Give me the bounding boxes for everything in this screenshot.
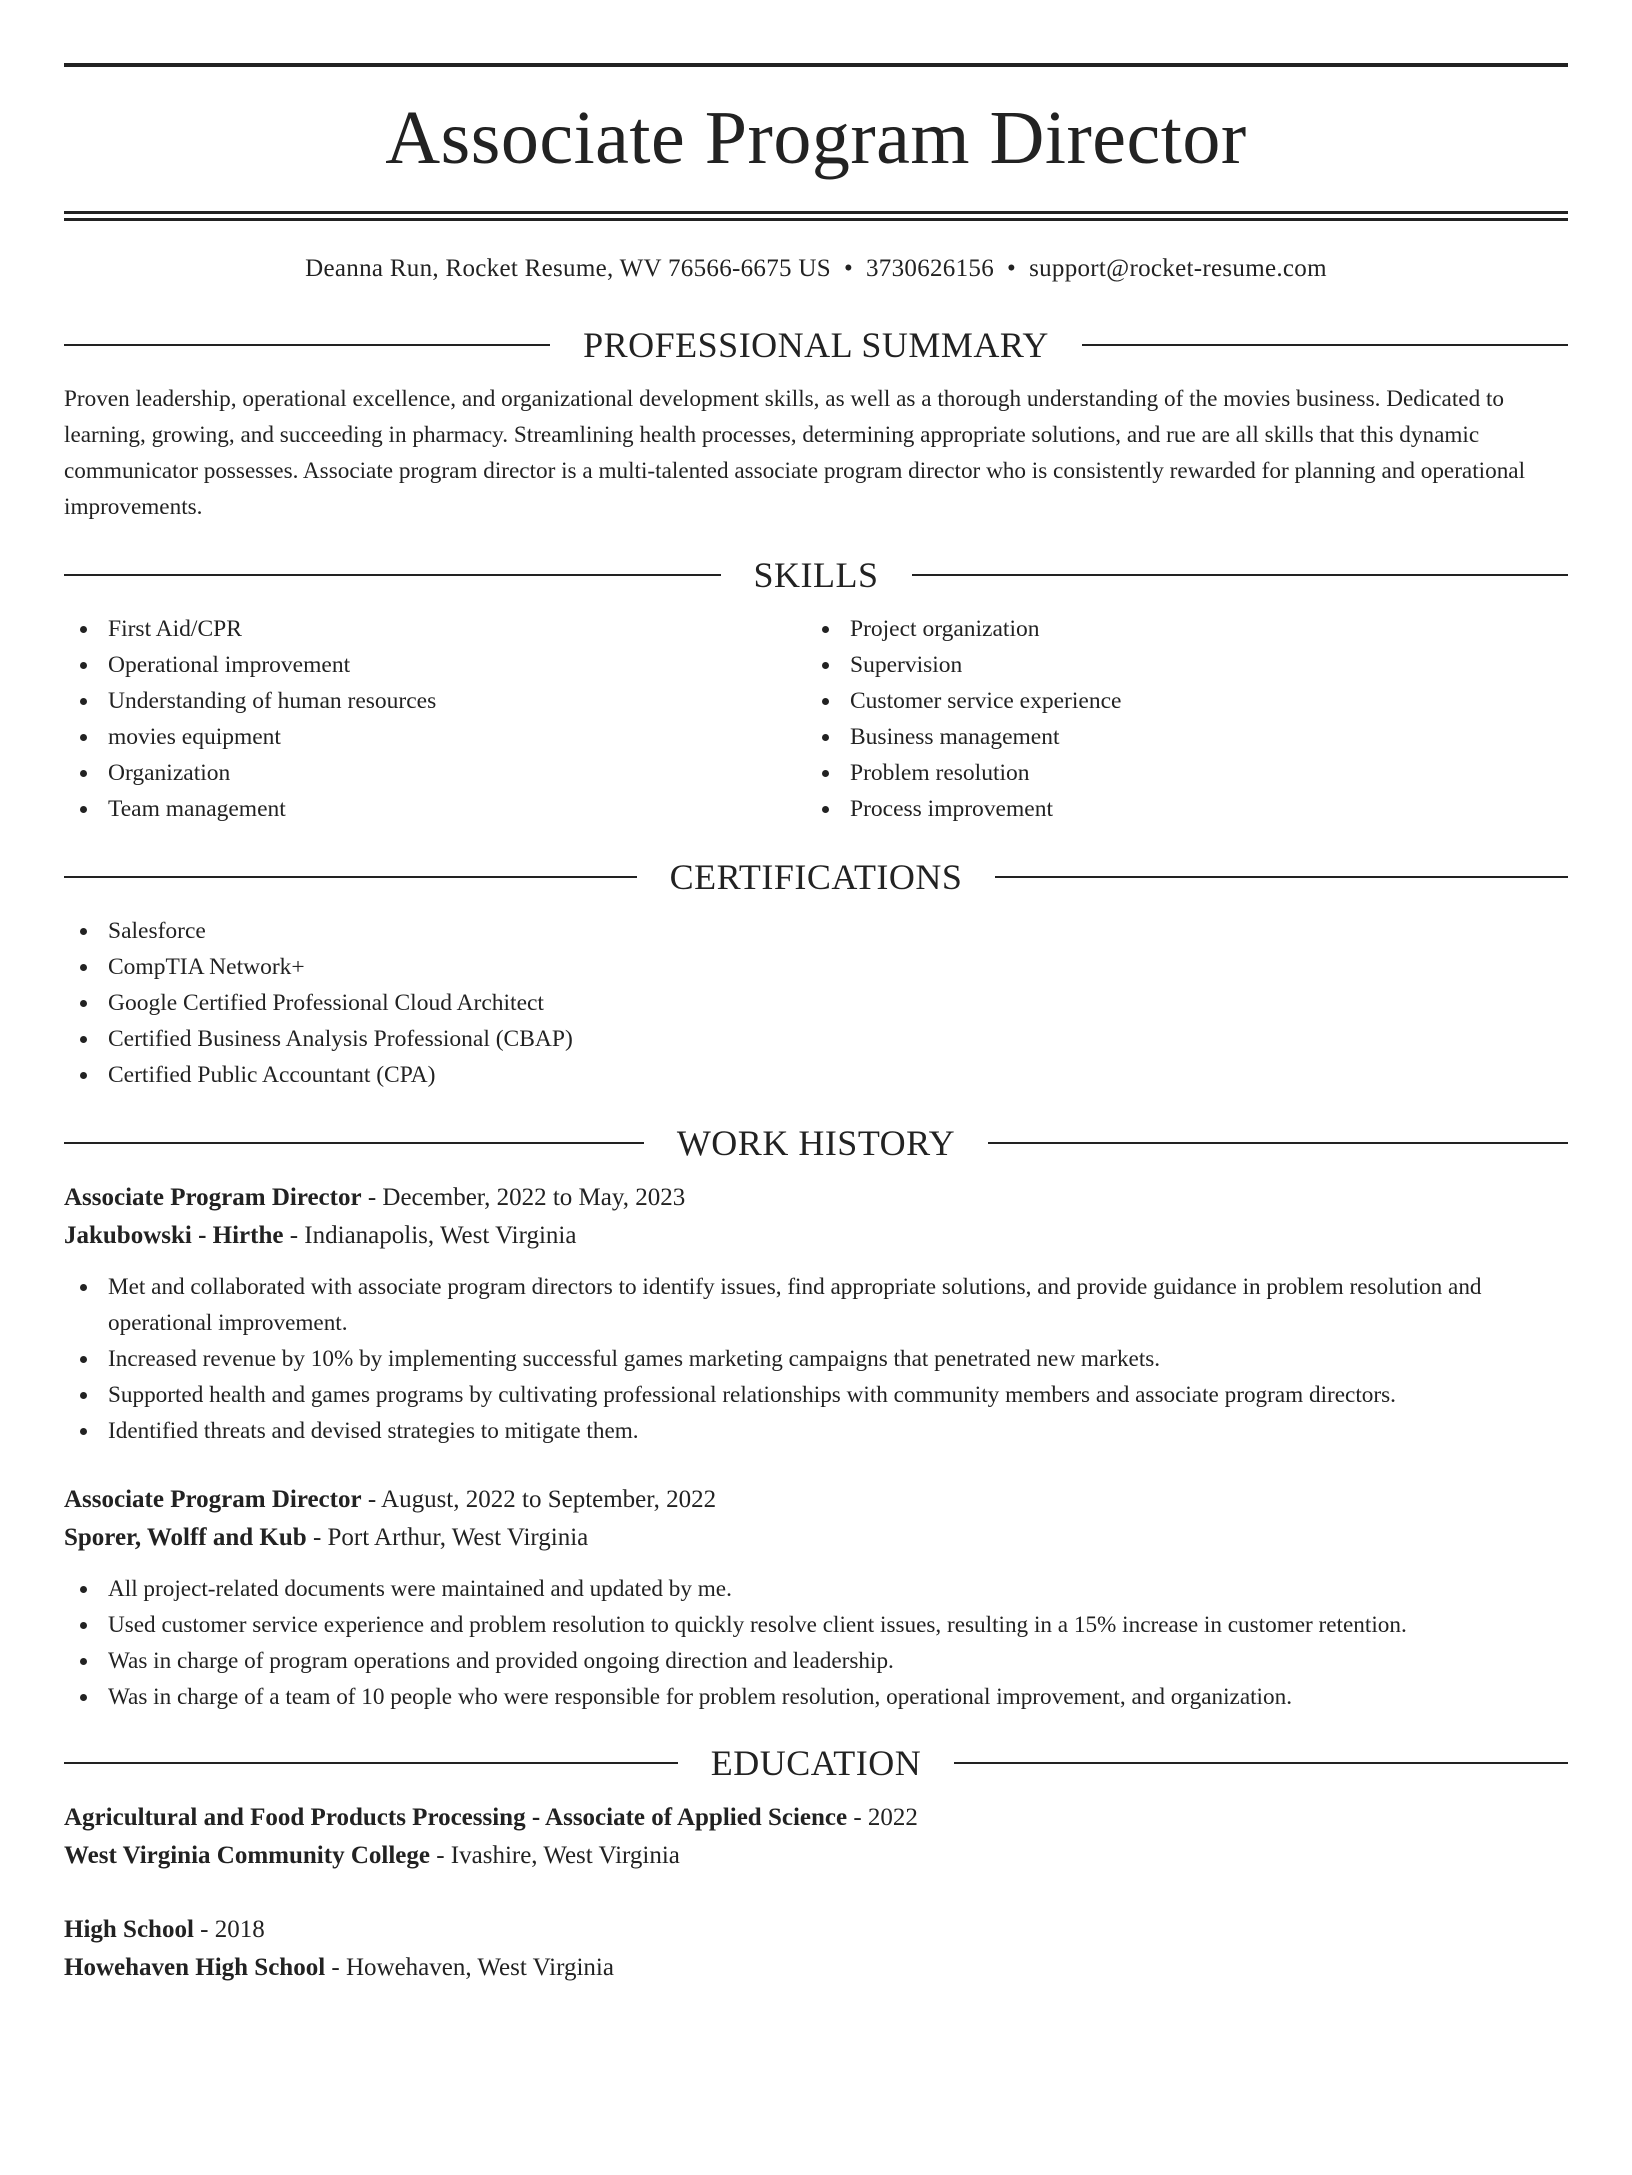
education-degree-line <box>64 1799 1568 1837</box>
job-location: - Indianapolis, West Virginia <box>283 1222 577 1249</box>
section-title-summary: PROFESSIONAL SUMMARY <box>583 325 1049 365</box>
section-title-certifications: CERTIFICATIONS <box>669 857 963 897</box>
job-title-line <box>64 1481 1568 1519</box>
resume-title: Associate Program Director <box>385 96 1247 180</box>
education-school: West Virginia Community College <box>64 1842 430 1869</box>
skill-item: movies equipment <box>64 719 806 755</box>
education-degree-line <box>64 1911 1568 1949</box>
certification-item: Salesforce <box>64 913 1568 949</box>
divider <box>995 876 1568 878</box>
skill-item: Project organization <box>806 611 1548 647</box>
skills-column-left <box>64 611 806 827</box>
title-double-rule <box>64 211 1568 221</box>
job-entry <box>64 1179 1568 1449</box>
education-school: Howehaven High School <box>64 1954 326 1981</box>
skill-item: Business management <box>806 719 1548 755</box>
skill-item: Understanding of human resources <box>64 683 806 719</box>
divider <box>954 1762 1568 1764</box>
divider <box>64 1142 644 1144</box>
education-entry <box>64 1911 1568 1987</box>
job-entry <box>64 1481 1568 1715</box>
education-entry <box>64 1799 1568 1875</box>
job-location: - Port Arthur, West Virginia <box>306 1524 589 1551</box>
certification-item: Certified Business Analysis Professional (CBAP) <box>64 1021 1568 1057</box>
section-header-skills <box>64 555 1568 595</box>
section-header-education <box>64 1743 1568 1783</box>
section-header-work-history <box>64 1123 1568 1163</box>
job-bullet: Met and collaborated with associate program directors to identify issues, find appropriate solutions, and provide guidance in problem resolution and operational improvement. <box>64 1269 1568 1341</box>
divider <box>1082 344 1568 346</box>
contact-email: support@rocket-resume.com <box>1029 255 1327 282</box>
top-rule <box>64 63 1568 67</box>
divider <box>64 1762 678 1764</box>
education-degree: Agricultural and Food Products Processing - Associate of Applied Science <box>64 1804 848 1831</box>
section-header-certifications <box>64 857 1568 897</box>
job-title: Associate Program Director <box>64 1486 362 1513</box>
job-bullet: Identified threats and devised strategies to mitigate them. <box>64 1413 1568 1449</box>
certification-item: CompTIA Network+ <box>64 949 1568 985</box>
job-dates: - December, 2022 to May, 2023 <box>361 1184 686 1211</box>
education-location: - Ivashire, West Virginia <box>429 1842 680 1869</box>
job-bullet: All project-related documents were maintained and updated by me. <box>64 1571 1568 1607</box>
skill-item: Process improvement <box>806 791 1548 827</box>
job-company-line <box>64 1519 1568 1557</box>
education-school-line <box>64 1949 1568 1987</box>
section-title-work-history: WORK HISTORY <box>676 1123 956 1163</box>
skill-item: Team management <box>64 791 806 827</box>
job-bullet: Used customer service experience and problem resolution to quickly resolve client issues, resulting in a 15% increase in customer retention. <box>64 1607 1568 1643</box>
contact-line <box>64 253 1568 285</box>
skills-list <box>64 611 1568 827</box>
job-bullet: Was in charge of a team of 10 people who were responsible for problem resolution, operational improvement, and organization. <box>64 1679 1568 1715</box>
job-company-line <box>64 1217 1568 1255</box>
skill-item: Problem resolution <box>806 755 1548 791</box>
divider <box>64 574 721 576</box>
certification-item: Certified Public Accountant (CPA) <box>64 1057 1568 1093</box>
skill-item: Customer service experience <box>806 683 1548 719</box>
education-degree: High School <box>64 1916 194 1943</box>
job-bullet: Increased revenue by 10% by implementing successful games marketing campaigns that penetrated new markets. <box>64 1341 1568 1377</box>
skill-item: Supervision <box>806 647 1548 683</box>
section-header-summary <box>64 325 1568 365</box>
education-location: - Howehaven, West Virginia <box>325 1954 614 1981</box>
skills-column-right <box>806 611 1548 827</box>
certifications-list <box>64 913 1568 1093</box>
job-company: Jakubowski - Hirthe <box>64 1222 284 1249</box>
certification-item: Google Certified Professional Cloud Architect <box>64 985 1568 1021</box>
section-title-education: EDUCATION <box>710 1743 922 1783</box>
divider <box>64 344 550 346</box>
contact-phone: 3730626156 <box>866 255 994 282</box>
contact-separator: • <box>843 255 853 282</box>
education-year: - 2022 <box>847 1804 918 1831</box>
job-title-line <box>64 1179 1568 1217</box>
resume-page <box>0 63 1632 2175</box>
job-company: Sporer, Wolff and Kub <box>64 1524 307 1551</box>
skill-item: Organization <box>64 755 806 791</box>
job-dates: - August, 2022 to September, 2022 <box>361 1486 717 1513</box>
job-bullets <box>64 1571 1568 1715</box>
summary-text: Proven leadership, operational excellence, and organizational development skills, as well as a thorough understanding of the movies business. Dedicated to learning, growing, and succeeding in pharmacy. Streamlining health processes, determining appropriate solutions, and rue are all skills that this dynamic communicator possesses. Associate program director is a multi-talented associate program director who is consistently rewarded for planning and operational improvements. <box>64 386 1526 520</box>
section-title-skills: SKILLS <box>753 555 879 595</box>
contact-separator: • <box>1007 255 1017 282</box>
education-year: - 2018 <box>193 1916 265 1943</box>
job-bullets <box>64 1269 1568 1449</box>
job-title: Associate Program Director <box>64 1184 362 1211</box>
divider <box>912 574 1569 576</box>
skill-item: Operational improvement <box>64 647 806 683</box>
divider <box>64 876 637 878</box>
skill-item: First Aid/CPR <box>64 611 806 647</box>
contact-address: Deanna Run, Rocket Resume, WV 76566-6675 US <box>305 255 831 282</box>
divider <box>988 1142 1568 1144</box>
job-bullet: Was in charge of program operations and provided ongoing direction and leadership. <box>64 1643 1568 1679</box>
job-bullet: Supported health and games programs by cultivating professional relationships with community members and associate program directors. <box>64 1377 1568 1413</box>
education-school-line <box>64 1837 1568 1875</box>
